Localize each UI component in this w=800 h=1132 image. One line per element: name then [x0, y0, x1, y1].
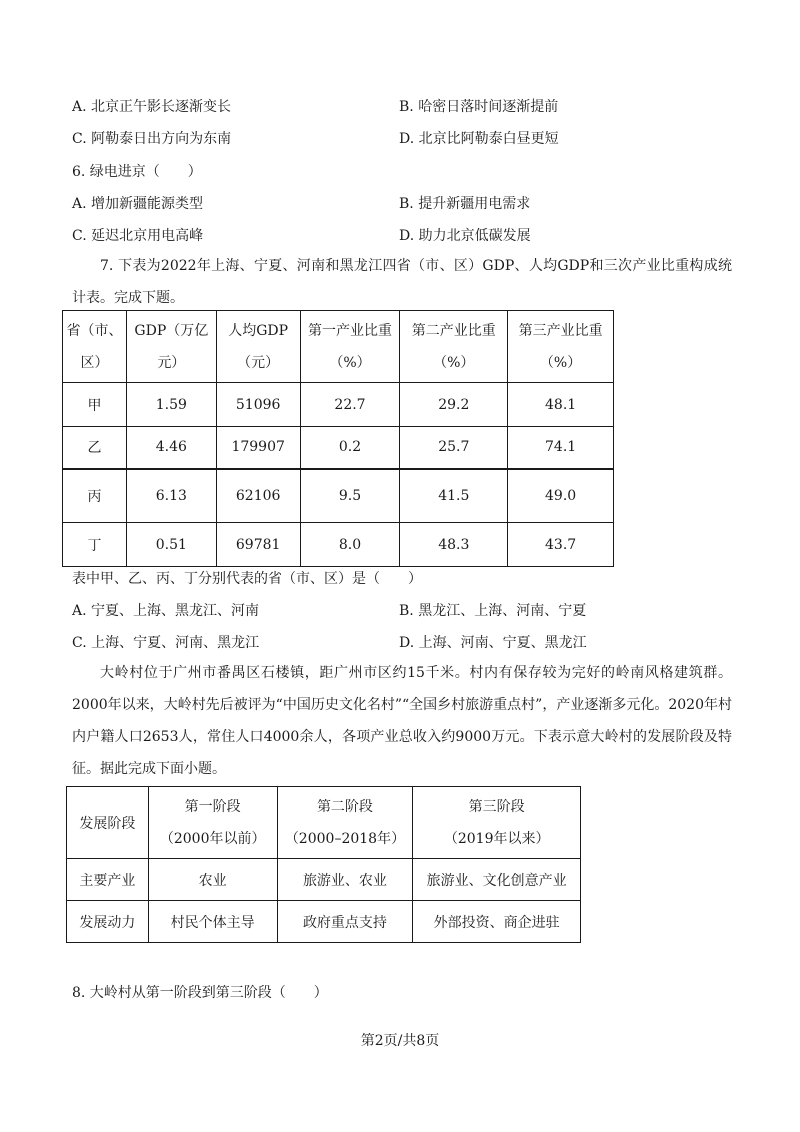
- table-row: [63, 469, 614, 523]
- q6-option-c: C. 延迟北京用电高峰: [72, 228, 204, 244]
- cell-tertiary: 49.0: [508, 469, 614, 523]
- cell-tertiary: 43.7: [508, 523, 614, 567]
- q6-option-b: B. 提升新疆用电需求: [399, 196, 531, 212]
- cell-gdp: 4.46: [126, 427, 216, 469]
- q5-option-c: C. 阿勒泰日出方向为东南: [72, 131, 232, 147]
- q8-stem: 8. 大岭村从第一阶段到第三阶段（ ）: [72, 985, 328, 1001]
- header-secondary-share: 第二产业比重 （%）: [400, 311, 508, 383]
- cell-region: 乙: [63, 427, 127, 469]
- cell-gdp: 0.51: [126, 523, 216, 567]
- cell-gdp-per-capita: 62106: [216, 469, 300, 523]
- header-tertiary-share: 第三产业比重 （%）: [508, 311, 614, 383]
- cell-region: 丁: [63, 523, 127, 567]
- stage-driver-row: [67, 901, 581, 943]
- cell-region: 丙: [63, 469, 127, 523]
- header-gdp: GDP（万亿 元）: [126, 311, 216, 383]
- cell-gdp-per-capita: 51096: [216, 383, 300, 427]
- q7-option-b: B. 黑龙江、上海、河南、宁夏: [399, 603, 587, 619]
- cell-secondary: 25.7: [400, 427, 508, 469]
- cell-secondary: 48.3: [400, 523, 508, 567]
- cell-gdp-per-capita: 69781: [216, 523, 300, 567]
- cell-secondary: 29.2: [400, 383, 508, 427]
- q5-option-b: B. 哈密日落时间逐渐提前: [399, 99, 559, 115]
- q6-stem: 6. 绿电进京（ ）: [72, 164, 202, 180]
- cell-primary: 22.7: [300, 383, 400, 427]
- row-header-industry: 主要产业: [67, 859, 149, 901]
- q7-option-c: C. 上海、宁夏、河南、黑龙江: [72, 635, 260, 651]
- cell-industry: 旅游业、文化创意产业: [413, 859, 581, 901]
- cell-primary: 0.2: [300, 427, 400, 469]
- cell-driver: 村民个体主导: [148, 901, 277, 943]
- q7-stem: 表中甲、乙、丙、丁分别代表的省（市、区）是（ ）: [72, 571, 422, 587]
- cell-tertiary: 74.1: [508, 427, 614, 469]
- q7-intro: 7. 下表为2022年上海、宁夏、河南和黑龙江四省（市、区）GDP、人均GDP和三次产业比重构成统计表。完成下题。: [72, 258, 732, 306]
- cell-driver: 政府重点支持: [277, 901, 413, 943]
- header-province: 省（市、 区）: [63, 311, 127, 383]
- q6-option-a: A. 增加新疆能源类型: [72, 196, 204, 212]
- cell-primary: 8.0: [300, 523, 400, 567]
- q7-option-a: A. 宁夏、上海、黑龙江、河南: [72, 603, 260, 619]
- cell-gdp: 1.59: [126, 383, 216, 427]
- gdp-table: [62, 310, 614, 567]
- stage-table: [66, 786, 581, 943]
- stage-industry-row: [67, 859, 581, 901]
- row-header-driver: 发展动力: [67, 901, 149, 943]
- stage-1-header: 第一阶段 （2000年以前）: [148, 787, 277, 859]
- header-primary-share: 第一产业比重 （%）: [300, 311, 400, 383]
- cell-industry: 农业: [148, 859, 277, 901]
- stage-3-header: 第三阶段 （2019年以来）: [413, 787, 581, 859]
- table-row: [63, 383, 614, 427]
- dalingcun-passage: 大岭村位于广州市番禺区石楼镇，距广州市区约15千米。村内有保存较为完好的岭南风格建筑群。2000年以来，大岭村先后被评为“中国历史文化名村”“全国乡村旅游重点村”，产业逐渐多元化。2020年村内户籍人口2653人，常住人口4000余人，各项产业总收入约9000万元。下表示意大岭村的发展阶段及特征。据此完成下面小题。: [72, 665, 732, 777]
- gdp-table-header-row: [63, 311, 614, 383]
- header-gdp-per-capita: 人均GDP （元）: [216, 311, 300, 383]
- row-header-stage: 发展阶段: [67, 787, 149, 859]
- cell-tertiary: 48.1: [508, 383, 614, 427]
- table-row: [63, 523, 614, 567]
- cell-industry: 旅游业、农业: [277, 859, 413, 901]
- page-footer: 第2页/共8页: [360, 1033, 440, 1049]
- cell-gdp: 6.13: [126, 469, 216, 523]
- cell-region: 甲: [63, 383, 127, 427]
- q5-option-a: A. 北京正午影长逐渐变长: [72, 99, 232, 115]
- stage-header-row: [67, 787, 581, 859]
- cell-primary: 9.5: [300, 469, 400, 523]
- table-row: [63, 427, 614, 469]
- q6-option-d: D. 助力北京低碳发展: [399, 228, 531, 244]
- stage-2-header: 第二阶段 （2000–2018年）: [277, 787, 413, 859]
- cell-driver: 外部投资、商企进驻: [413, 901, 581, 943]
- cell-secondary: 41.5: [400, 469, 508, 523]
- q5-option-d: D. 北京比阿勒泰白昼更短: [399, 131, 559, 147]
- q7-option-d: D. 上海、河南、宁夏、黑龙江: [399, 635, 587, 651]
- cell-gdp-per-capita: 179907: [216, 427, 300, 469]
